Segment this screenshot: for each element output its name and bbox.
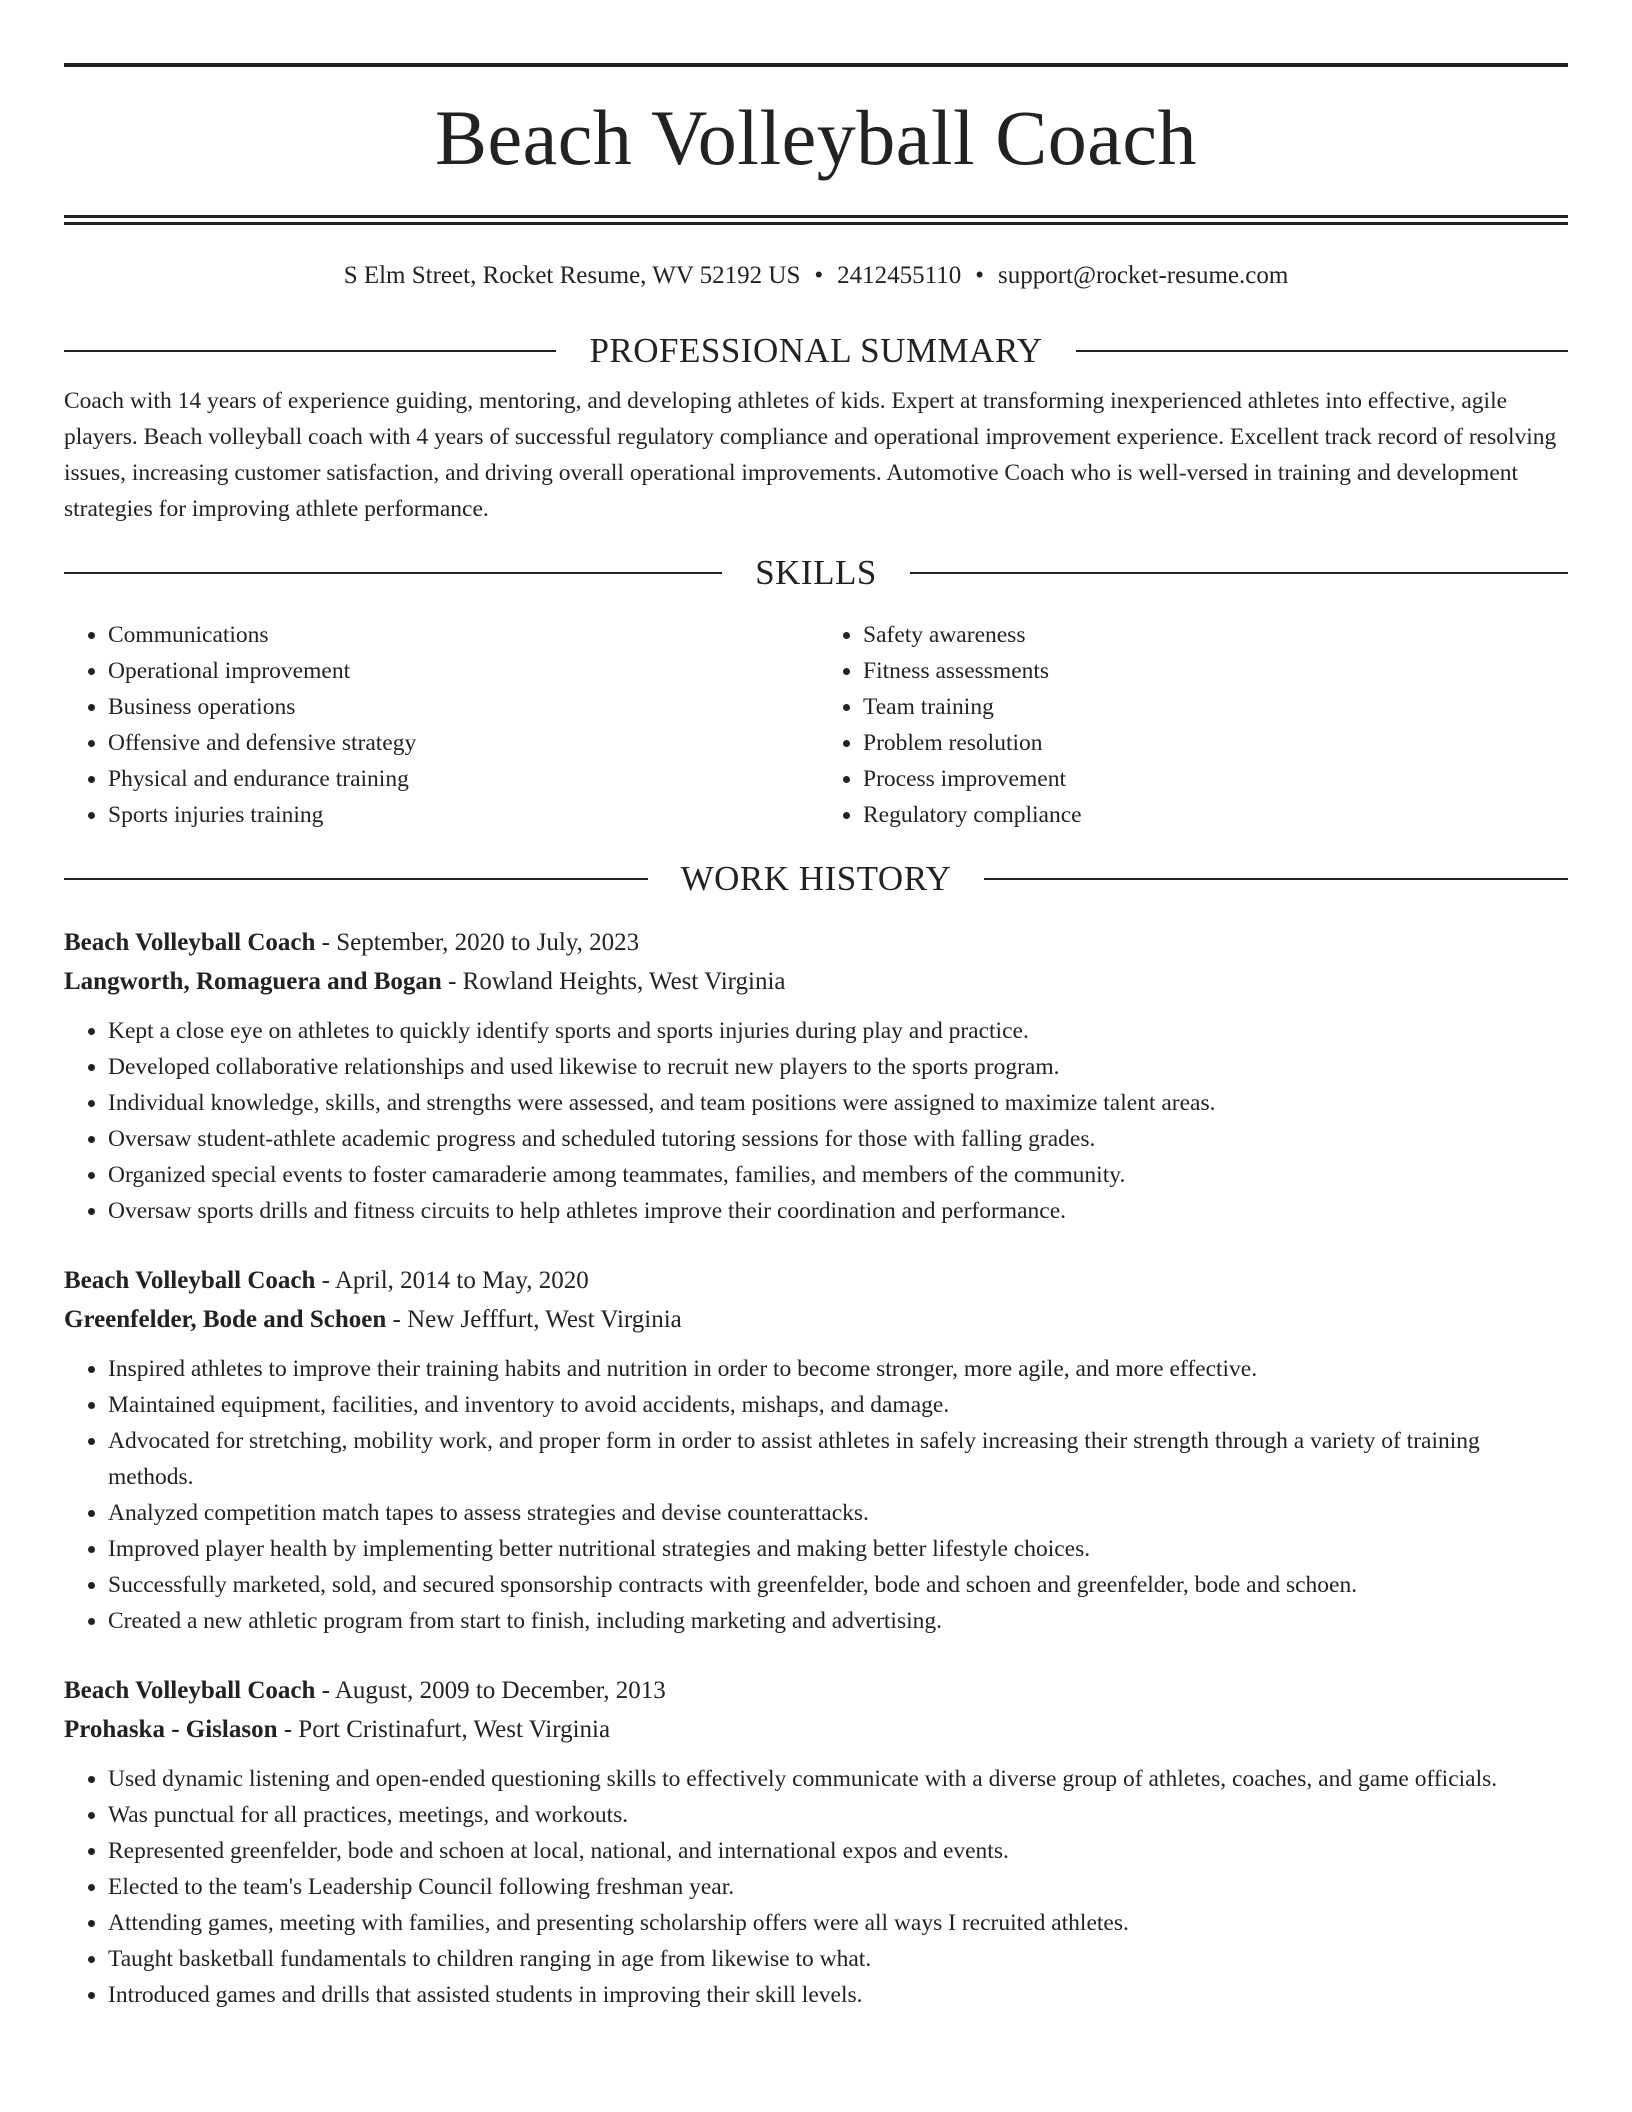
job-dates: - September, 2020 to July, 2023	[315, 929, 640, 956]
job-entry	[64, 1671, 1568, 2013]
job-dates: - August, 2009 to December, 2013	[315, 1677, 666, 1704]
job-bullet: • Elected to the team's Leadership Council following freshman year.	[108, 1869, 1568, 1905]
job-bullet: • Used dynamic listening and open-ended questioning skills to effectively communicate with a diverse group of athletes, coaches, and game officials.	[108, 1761, 1568, 1797]
heading-rule-right	[910, 572, 1568, 574]
job-title-line	[64, 1671, 1568, 1710]
skill-item: • Team training	[863, 689, 1568, 725]
skills-heading: SKILLS	[755, 553, 877, 592]
job-bullet: • Introduced games and drills that assisted students in improving their skill levels.	[108, 1977, 1568, 2013]
skills-section-heading	[64, 553, 1568, 593]
skill-item: • Sports injuries training	[108, 797, 813, 833]
job-bullet: • Developed collaborative relationships and used likewise to recruit new players to the sports program.	[108, 1049, 1568, 1085]
job-bullet: • Oversaw student-athlete academic progress and scheduled tutoring sessions for those with falling grades.	[108, 1121, 1568, 1157]
work-heading: WORK HISTORY	[680, 859, 952, 898]
job-title: Beach Volleyball Coach	[64, 1267, 316, 1294]
job-location: - Port Cristinafurt, West Virginia	[277, 1716, 611, 1743]
heading-rule-left	[64, 350, 556, 352]
job-bullets	[64, 1761, 1568, 2013]
job-bullets	[64, 1013, 1568, 1229]
skill-item: • Safety awareness	[863, 617, 1568, 653]
job-dates: - April, 2014 to May, 2020	[315, 1267, 589, 1294]
job-company-line	[64, 962, 1568, 1001]
skill-item: • Physical and endurance training	[108, 761, 813, 797]
job-bullets	[64, 1351, 1568, 1639]
job-entry	[64, 923, 1568, 1229]
job-bullet: • Organized special events to foster camaraderie among teammates, families, and members of the community.	[108, 1157, 1568, 1193]
contact-phone: 2412455110	[837, 262, 962, 289]
contact-line	[64, 259, 1568, 293]
summary-text: Coach with 14 years of experience guiding, mentoring, and developing athletes of kids. Expert at transforming inexperienced athletes into effective, agile players. Beach volleyball coach with 4 years of successful regulatory compliance and operational improvement experience. Excellent track record of resolving issues, increasing customer satisfaction, and driving overall operational improvements. Automotive Coach who is well-versed in training and development strategies for improving athlete performance.	[64, 388, 1557, 522]
job-bullet: • Individual knowledge, skills, and strengths were assessed, and team positions were assigned to maximize talent areas.	[108, 1085, 1568, 1121]
job-title: Beach Volleyball Coach	[64, 1677, 316, 1704]
job-bullet: • Analyzed competition match tapes to assess strategies and devise counterattacks.	[108, 1495, 1568, 1531]
job-bullet: • Successfully marketed, sold, and secured sponsorship contracts with greenfelder, bode and schoen and greenfelder, bode and schoen.	[108, 1567, 1568, 1603]
title-double-rule	[64, 215, 1568, 225]
job-location: - New Jefffurt, West Virginia	[386, 1306, 682, 1333]
resume-title: Beach Volleyball Coach	[435, 94, 1197, 181]
contact-separator: •	[814, 262, 824, 289]
job-bullet: • Inspired athletes to improve their training habits and nutrition in order to become stronger, more agile, and more effective.	[108, 1351, 1568, 1387]
job-bullet: • Represented greenfelder, bode and schoen at local, national, and international expos and events.	[108, 1833, 1568, 1869]
skill-item: • Process improvement	[863, 761, 1568, 797]
top-rule	[64, 63, 1568, 67]
job-bullet: • Created a new athletic program from start to finish, including marketing and advertising.	[108, 1603, 1568, 1639]
job-company: Greenfelder, Bode and Schoen	[64, 1306, 387, 1333]
skills-list-left	[64, 617, 813, 833]
job-bullet: • Maintained equipment, facilities, and inventory to avoid accidents, mishaps, and damage.	[108, 1387, 1568, 1423]
job-title: Beach Volleyball Coach	[64, 929, 316, 956]
job-bullet: • Attending games, meeting with families, and presenting scholarship offers were all ways I recruited athletes.	[108, 1905, 1568, 1941]
skill-item: • Fitness assessments	[863, 653, 1568, 689]
job-bullet: • Kept a close eye on athletes to quickly identify sports and sports injuries during play and practice.	[108, 1013, 1568, 1049]
job-entry	[64, 1261, 1568, 1639]
skill-item: • Business operations	[108, 689, 813, 725]
skill-item: • Regulatory compliance	[863, 797, 1568, 833]
job-company-line	[64, 1710, 1568, 1749]
skill-item: • Communications	[108, 617, 813, 653]
skill-item: • Problem resolution	[863, 725, 1568, 761]
job-company: Prohaska - Gislason	[64, 1716, 278, 1743]
job-title-line	[64, 1261, 1568, 1300]
job-company-line	[64, 1300, 1568, 1339]
skills-columns	[64, 617, 1568, 833]
job-company: Langworth, Romaguera and Bogan	[64, 968, 442, 995]
heading-rule-left	[64, 878, 648, 880]
skill-item: • Offensive and defensive strategy	[108, 725, 813, 761]
work-section-heading	[64, 859, 1568, 899]
job-bullet: • Taught basketball fundamentals to children ranging in age from likewise to what.	[108, 1941, 1568, 1977]
job-location: - Rowland Heights, West Virginia	[441, 968, 786, 995]
contact-separator: •	[975, 262, 984, 289]
work-history	[64, 923, 1568, 2013]
job-bullet: • Was punctual for all practices, meetings, and workouts.	[108, 1797, 1568, 1833]
summary-section-heading	[64, 331, 1568, 371]
heading-rule-left	[64, 572, 722, 574]
job-bullet: • Oversaw sports drills and fitness circuits to help athletes improve their coordination and performance.	[108, 1193, 1568, 1229]
summary-heading: PROFESSIONAL SUMMARY	[589, 331, 1043, 370]
heading-rule-right	[1076, 350, 1568, 352]
heading-rule-right	[984, 878, 1568, 880]
job-bullet: • Advocated for stretching, mobility work, and proper form in order to assist athletes in safely increasing their strength through a variety of training methods.	[108, 1423, 1568, 1495]
skill-item: • Operational improvement	[108, 653, 813, 689]
contact-email: support@rocket-resume.com	[998, 262, 1289, 289]
skills-list-right	[813, 617, 1568, 833]
job-bullet: • Improved player health by implementing better nutritional strategies and making better lifestyle choices.	[108, 1531, 1568, 1567]
contact-address: S Elm Street, Rocket Resume, WV 52192 US	[343, 262, 801, 289]
job-title-line	[64, 923, 1568, 962]
